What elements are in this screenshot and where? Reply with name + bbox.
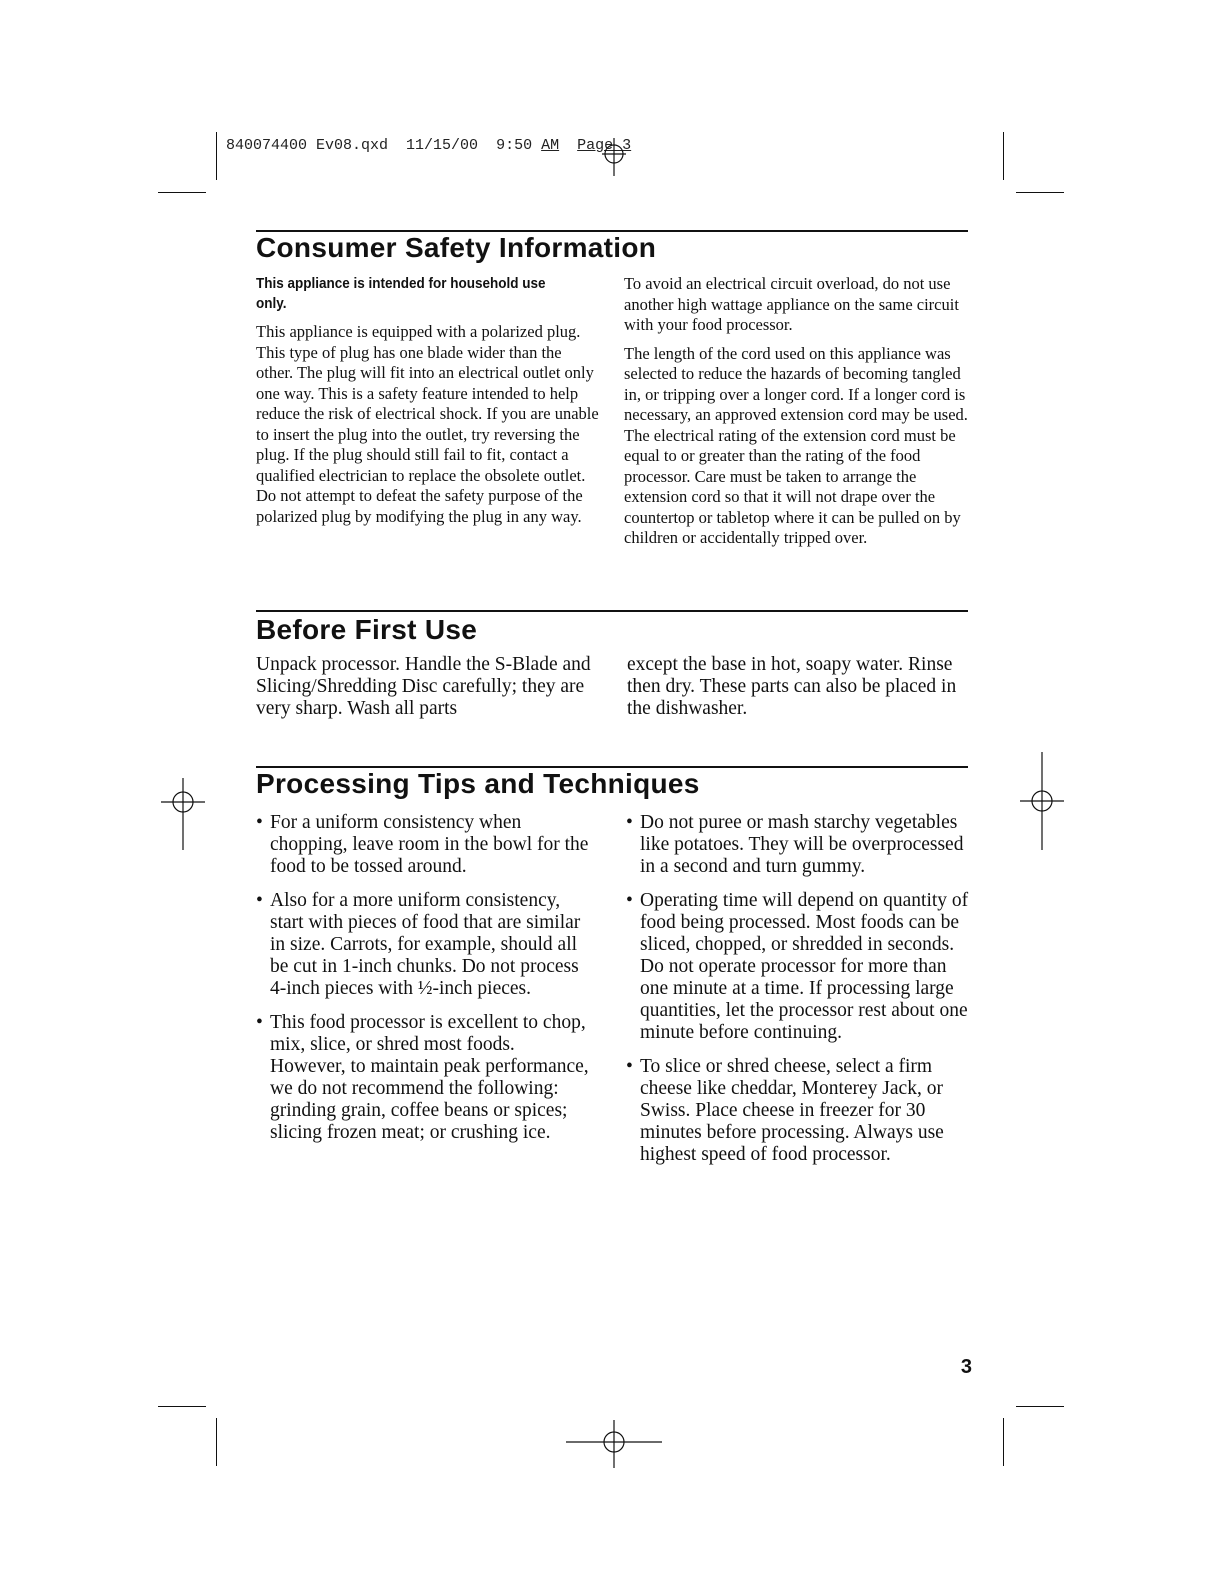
processing-tips-left-list (256, 812, 592, 1144)
processing-tips-right-list (626, 812, 974, 1166)
before-first-use-right: except the base in hot, soapy water. Rinse then dry. These parts can also be placed in the dishwasher. (627, 654, 957, 719)
crop-mark-bottom-right-h (1016, 1406, 1064, 1407)
tip-item: • To slice or shred cheese, select a firm cheese like cheddar, Monterey Jack, or Swiss. Place cheese in freezer for 30 minutes before processing. Always use highest speed of food processor. (626, 1056, 974, 1166)
processing-tips-title: Processing Tips and Techniques (256, 768, 700, 799)
slug-ampm: AM (541, 137, 560, 154)
consumer-safety-lead: This appliance is intended for household use only. (256, 275, 546, 312)
tip-item: • This food processor is excellent to chop, mix, slice, or shred most foods. However, to maintain peak performance, we do not recommend the following: grinding grain, coffee beans or spices; slicing frozen meat; or crushing ice. (256, 1012, 592, 1144)
consumer-safety-left-paragraph: This appliance is equipped with a polarized plug. This type of plug has one blade wider than the other. The plug will fit into an electrical outlet only one way. This is a safety feature intended to help reduce the risk of electrical shock. If you are unable to insert the plug into the outlet, try reversing the plug. If the plug should still fail to fit, contact a qualified electrician to replace the obsolete outlet. Do not attempt to defeat the safety purpose of the polarized plug by modifying the plug in any way. (256, 322, 599, 526)
consumer-safety-left-column (256, 274, 601, 535)
tip-item: • For a uniform consistency when chopping, leave room in the bowl for the food to be tossed around. (256, 812, 592, 878)
tip-item: • Do not puree or mash starchy vegetables like potatoes. They will be overprocessed in a second and turn gummy. (626, 812, 974, 878)
crop-mark-bottom-left-h (158, 1406, 206, 1407)
processing-tips-right-column (626, 812, 974, 1178)
page-number: 3 (960, 1356, 972, 1378)
crop-mark-top-left-v (216, 132, 217, 180)
registration-mark-bottom-icon (566, 1418, 662, 1468)
registration-mark-top-icon (592, 132, 636, 176)
slug-time: 9:50 (496, 137, 533, 154)
tip-item: • Also for a more uniform consistency, start with pieces of food that are similar in size. Carrots, for example, should all be cut in 1-inch chunks. Do not process 4-inch pieces with ½-inch pieces. (256, 890, 592, 1000)
registration-mark-left-icon (159, 778, 207, 850)
before-first-use-left: Unpack processor. Handle the S-Blade and Slicing/Shredding Disc carefully; they are very sharp. Wash all parts (256, 654, 591, 719)
crop-mark-top-right-h (1016, 192, 1064, 193)
consumer-safety-right-paragraph-1: To avoid an electrical circuit overload, do not use another high wattage appliance on the same circuit with your food processor. (624, 274, 959, 334)
before-first-use-title: Before First Use (256, 614, 478, 645)
tip-item: • Operating time will depend on quantity of food being processed. Most foods can be sliced, chopped, or shredded in seconds. Do not operate processor for more than one minute at a time. If processing large quantities, let the processor rest about one minute before continuing. (626, 890, 974, 1044)
slug-file: 840074400 Ev08.qxd (226, 137, 389, 154)
section-rule-before-first-use (256, 610, 968, 612)
processing-tips-left-column (256, 812, 592, 1156)
crop-mark-top-left-h (158, 192, 206, 193)
registration-mark-right-icon (1018, 752, 1066, 850)
crop-mark-top-right-v (1003, 132, 1004, 180)
crop-mark-bottom-left-v (216, 1418, 217, 1466)
consumer-safety-title: Consumer Safety Information (256, 232, 657, 263)
slug-page: Page 3 (577, 137, 632, 154)
consumer-safety-right-paragraph-2: The length of the cord used on this appliance was selected to reduce the hazards of becoming tangled in, or tripping over a longer cord. If a longer cord is necessary, an approved extension cord may be used. The electrical rating of the extension cord must be equal to or greater than the rating of the food processor. Care must be taken to arrange the extension cord so that it will not drape over the countertop or tabletop where it can be pulled on by children or accidentally tripped over. (624, 343, 968, 547)
crop-mark-bottom-right-v (1003, 1418, 1004, 1466)
consumer-safety-right-column (624, 274, 969, 557)
slug-date: 11/15/00 (406, 137, 479, 154)
printer-slug (226, 137, 631, 154)
